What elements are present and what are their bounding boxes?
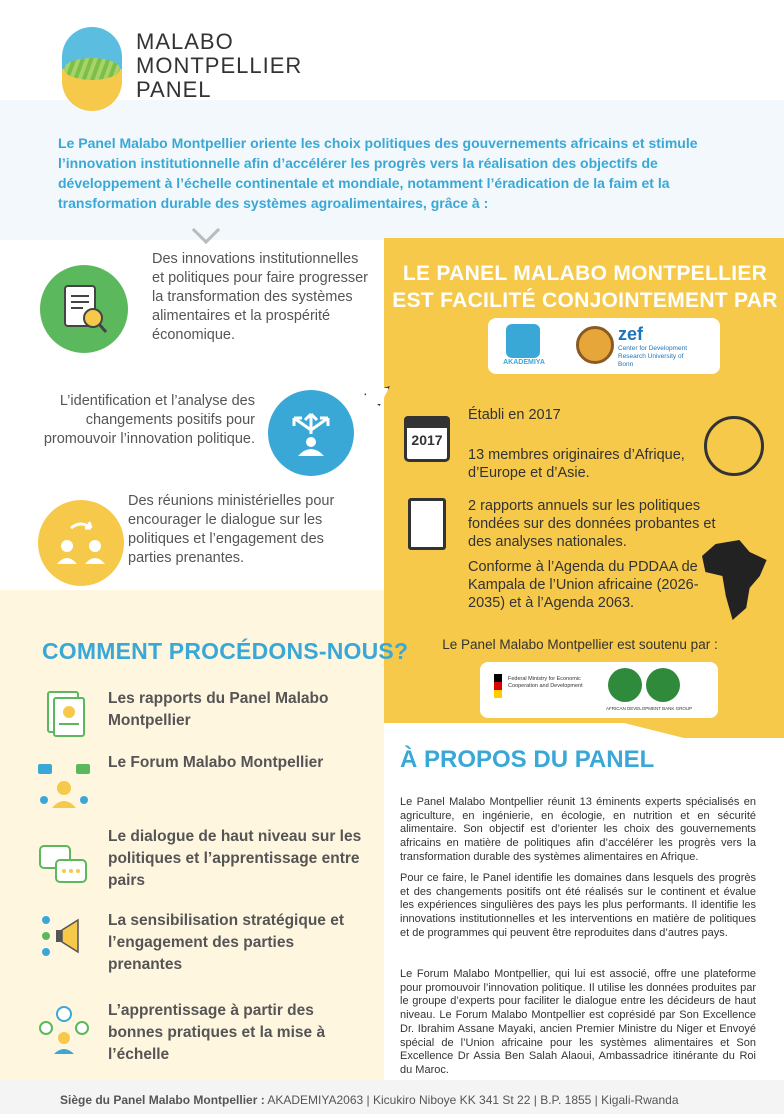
german-flag-icon bbox=[494, 674, 502, 698]
bmz-label: Federal Ministry for Economic Cooperation and Development bbox=[508, 676, 583, 689]
calendar-year: 2017 bbox=[411, 432, 443, 448]
how-item-awareness: La sensibilisation stratégique et l’engagement des parties prenantes bbox=[108, 912, 345, 973]
calendar-header bbox=[404, 416, 450, 428]
how-item-forum: Le Forum Malabo Montpellier bbox=[108, 754, 324, 771]
learning-icon bbox=[38, 1004, 86, 1052]
facilitated-heading-line-2: EST FACILITÉ CONJOINTEMENT PAR bbox=[392, 289, 778, 312]
bullet-ministerial: Des réunions ministérielles pour encourager le dialogue sur les politiques et l’engagement des parties prenantes. bbox=[128, 493, 335, 566]
facilitated-heading-line-1: LE PANEL MALABO MONTPELLIER bbox=[402, 262, 768, 285]
supported-by-text: Le Panel Malabo Montpellier est soutenu par : bbox=[442, 637, 718, 652]
globe-icon bbox=[704, 416, 764, 476]
intro-text: Le Panel Malabo Montpellier oriente les choix politiques des gouvernements africains et stimule l’innovation institutionnelle afin d’accélérer les progrès vers la réalisation des objectifs de développement à l’échelle continentale et mondiale, notamment l’éradication de la faim et la transformation durable des systèmes agroalimentaires, grâce à : bbox=[58, 135, 698, 211]
facilitated-heading bbox=[390, 260, 780, 314]
bullet-identification: L’identification et l’analyse des changements positifs pour promouvoir l’innovation politique. bbox=[43, 393, 255, 447]
logo-wordmark bbox=[136, 30, 302, 102]
how-title: COMMENT PROCÉDONS-NOUS? bbox=[42, 638, 409, 664]
footer-label: Siège du Panel Malabo Montpellier : bbox=[60, 1093, 265, 1107]
report-chart-icon bbox=[408, 498, 446, 550]
zef-subtitle: Center for Development Research University of Bonn bbox=[618, 345, 688, 368]
afdb-logo-icon bbox=[608, 668, 642, 702]
forum-icon bbox=[36, 762, 84, 810]
about-paragraph-3: Le Forum Malabo Montpellier, qui lui est associé, offre une plateforme pour promouvoir l’innovation politique. Il utilise les données produites par le groupe d’experts pour faciliter le dialogue entre les décideurs de haut niveau. Le Forum Malabo Montpellier est coprésidé par Son Excellence Dr. Ibrahim Assane Mayaki, ancien Premier Ministre du Niger et Envoyé spécial de l’Union africaine pour les systèmes alimentaires et Son Excellence Dr Assia Ben Salah Alaoui, Ambassadrice itinérante du Roi du Maroc. bbox=[400, 968, 756, 1076]
fact-reports: 2 rapports annuels sur les politiques fondées sur des données probantes et des analyses nationales. bbox=[468, 498, 716, 550]
fact-agenda: Conforme à l’Agenda du PDDAA de Kampala de l’Union africaine (2026-2035) et à l’Agenda 2063. bbox=[468, 559, 699, 611]
logo-line-1: MALABO bbox=[136, 29, 234, 54]
akademiya-label: AKADEMIYA bbox=[503, 359, 545, 366]
logo-line-3: PANEL bbox=[136, 77, 212, 102]
direction-arrows-icon bbox=[268, 390, 354, 476]
zef-logo-icon bbox=[576, 326, 614, 364]
akademiya-logo-icon bbox=[506, 324, 540, 358]
footer-address bbox=[60, 1093, 679, 1107]
report-magnifier-icon bbox=[40, 265, 128, 353]
how-item-reports: Les rapports du Panel Malabo Montpellier bbox=[108, 690, 329, 729]
logo-leaf-icon bbox=[64, 58, 120, 80]
zef-label: zef bbox=[618, 324, 644, 344]
about-paragraph-1: Le Panel Malabo Montpellier réunit 13 éminents experts spécialisés en agriculture, en ingénierie, en écologie, en nutrition et en sécurité alimentaire. Son objectif est d’orienter les choix des gouvernements africains en matière de politiques afin d’accélérer les progrès vers la transformation durable des systèmes alimentaires en Afrique. bbox=[400, 796, 756, 863]
about-paragraph-2: Pour ce faire, le Panel identifie les domaines dans lesquels des progrès et des changements positifs ont été réalisés sur le continent et évalue les expériences singulières des pays les plus performants. Il identifie les innovations institutionnelles et les interventions en matière de politiques et de programmes qui peuvent être reproduites dans d’autres pays. bbox=[400, 872, 756, 939]
fact-established: Établi en 2017 bbox=[468, 407, 561, 423]
logo-line-2: MONTPELLIER bbox=[136, 53, 303, 78]
bullet-innovations: Des innovations institutionnelles et politiques pour faire progresser la transformation des systèmes alimentaires et la prospérité économique. bbox=[152, 251, 369, 343]
fact-members: 13 membres originaires d’Afrique, d’Europe et d’Asie. bbox=[468, 447, 685, 481]
meeting-people-icon bbox=[38, 500, 124, 586]
how-item-learning: L’apprentissage à partir des bonnes pratiques et la mise à l’échelle bbox=[108, 1002, 326, 1063]
afdb-logo-icon-2 bbox=[646, 668, 680, 702]
about-title: À PROPOS DU PANEL bbox=[400, 746, 655, 773]
megaphone-icon bbox=[38, 912, 86, 960]
afdb-label: AFRICAN DEVELOPMENT BANK GROUP bbox=[606, 706, 693, 711]
reports-icon bbox=[44, 690, 92, 738]
how-item-dialogue: Le dialogue de haut niveau sur les politiques et l’apprentissage entre pairs bbox=[108, 828, 362, 889]
footer-address-text: AKADEMIYA2063 | Kicukiro Niboye KK 341 St 22 | B.P. 1855 | Kigali-Rwanda bbox=[267, 1093, 679, 1107]
dialogue-icon bbox=[38, 842, 86, 890]
